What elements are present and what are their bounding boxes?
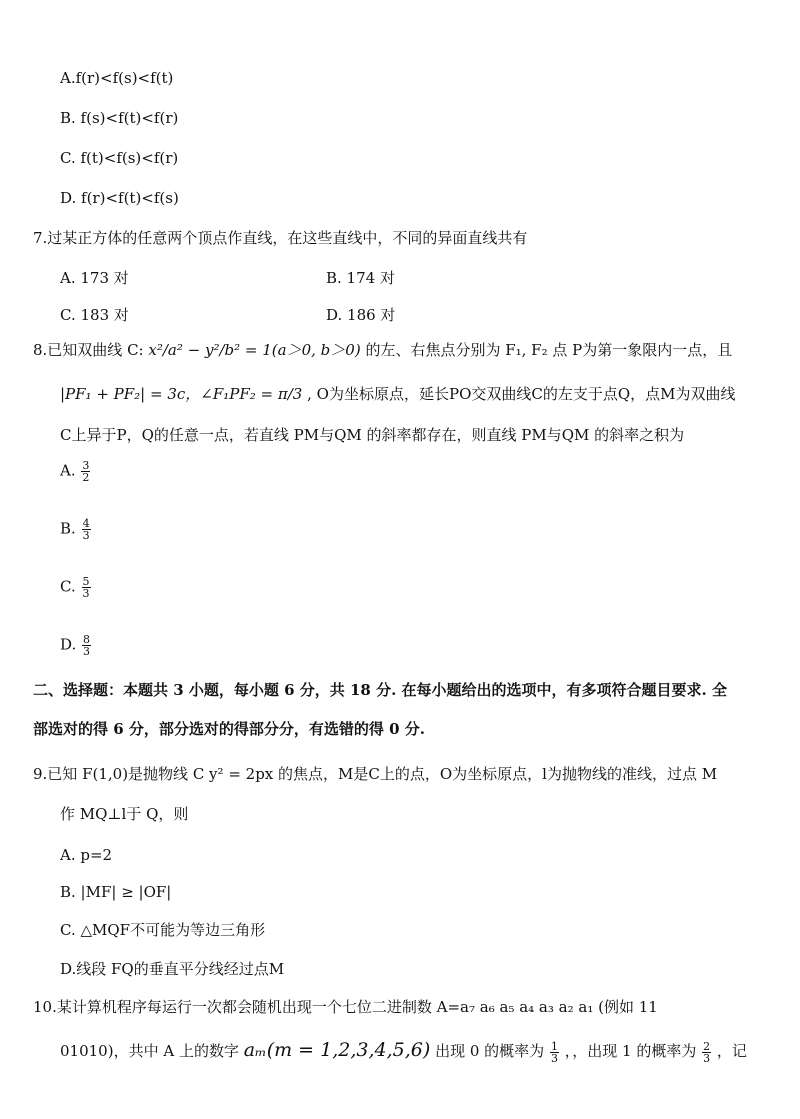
q7-option-c: C. 183 对	[60, 306, 129, 324]
q8-option-a-fraction: $\frac{3}{2}$	[82, 459, 90, 484]
q9-option-b: B. |MF| ≥ |OF|	[60, 883, 172, 901]
q8-stem-prefix: 8.已知双曲线 C:	[33, 341, 144, 359]
q6-option-c: C. f(t)<f(s)<f(r)	[60, 149, 179, 167]
q8-curve-equation: x²/a² − y²/b² = 1(a＞0, b＞0)	[148, 341, 361, 359]
q10-line2-mid2: ，，出现 1 的概率为	[564, 1042, 697, 1060]
q10-line2-prefix: 01010)，共中 A 上的数字	[60, 1042, 239, 1060]
q9-option-d: D.线段 FQ的垂直平分线经过点M	[60, 960, 285, 978]
q10-stem-line2	[60, 1040, 747, 1064]
q10-digit-variable: aₘ(m = 1,2,3,4,5,6)	[243, 1039, 431, 1061]
q7-option-b: B. 174 对	[326, 269, 395, 287]
q8-stem-line2-rest: , O为坐标原点，延长PO交双曲线C的左支于点Q，点M为双曲线	[307, 385, 736, 403]
q8-option-a	[60, 460, 91, 483]
q8-option-c	[60, 576, 92, 599]
q6-option-d: D. f(r)<f(t)<f(s)	[60, 189, 179, 207]
q8-option-b	[60, 518, 92, 541]
q8-stem-line3: C上异于P，Q的任意一点，若直线 PM与QM 的斜率都存在，则直线 PM与QM 的斜率之积为	[60, 426, 685, 444]
q8-option-c-fraction: $\frac{5}{3}$	[82, 575, 90, 600]
q8-stem-rest: 的左、右焦点分别为 F₁, F₂ 点 P为第一象限内一点，且	[365, 341, 733, 359]
q7-option-d: D. 186 对	[326, 306, 396, 324]
q9-stem-line1: 9.已知 F(1,0)是抛物线 C y² = 2px 的焦点，M是C上的点，O为坐标原点，l为抛物线的准线，过点 M	[33, 765, 718, 783]
q8-option-b-label: B.	[60, 519, 76, 538]
q9-option-c: C. △MQF不可能为等边三角形	[60, 921, 266, 939]
q8-option-d-label: D.	[60, 635, 77, 654]
q10-prob-zero-fraction: $\frac{1}{3}$	[550, 1039, 558, 1065]
q8-stem-line2	[60, 384, 736, 404]
q10-stem-line1: 10.某计算机程序每运行一次都会随机出现一个七位二进制数 A=a₇ a₆ a₅ a₄ a₃ a₂ a₁ (例如 11	[33, 998, 658, 1016]
section2-instructions-line2: 部选对的得 6 分，部分选对的得部分分，有选错的得 0 分.	[33, 720, 425, 738]
q10-line2-end: ，记	[716, 1042, 747, 1060]
q9-stem-line2: 作 MQ⊥l于 Q，则	[60, 805, 189, 823]
q10-prob-one-fraction: $\frac{2}{3}$	[703, 1039, 711, 1065]
q8-stem-line1	[33, 340, 732, 360]
q8-option-b-fraction: $\frac{4}{3}$	[82, 517, 90, 542]
q6-option-b: B. f(s)<f(t)<f(r)	[60, 109, 179, 127]
q7-stem: 7.过某正方体的任意两个顶点作直线，在这些直线中，不同的异面直线共有	[33, 229, 528, 247]
q8-option-c-label: C.	[60, 577, 76, 596]
q8-option-a-label: A.	[60, 461, 76, 480]
q8-option-d-fraction: $\frac{8}{3}$	[83, 633, 91, 658]
q10-line2-mid: 出现 0 的概率为	[435, 1042, 545, 1060]
q8-condition-equation: |PF₁ + PF₂| = 3c，∠F₁PF₂ = π/3	[60, 385, 303, 403]
q8-option-d	[60, 634, 92, 657]
q6-option-a: A.f(r)<f(s)<f(t)	[60, 69, 174, 87]
section2-instructions-line1: 二、选择题：本题共 3 小题，每小题 6 分，共 18 分. 在每小题给出的选项中，有多项符合题目要求. 全	[33, 681, 727, 699]
q7-option-a: A. 173 对	[60, 269, 129, 287]
q9-option-a: A. p=2	[60, 846, 113, 864]
